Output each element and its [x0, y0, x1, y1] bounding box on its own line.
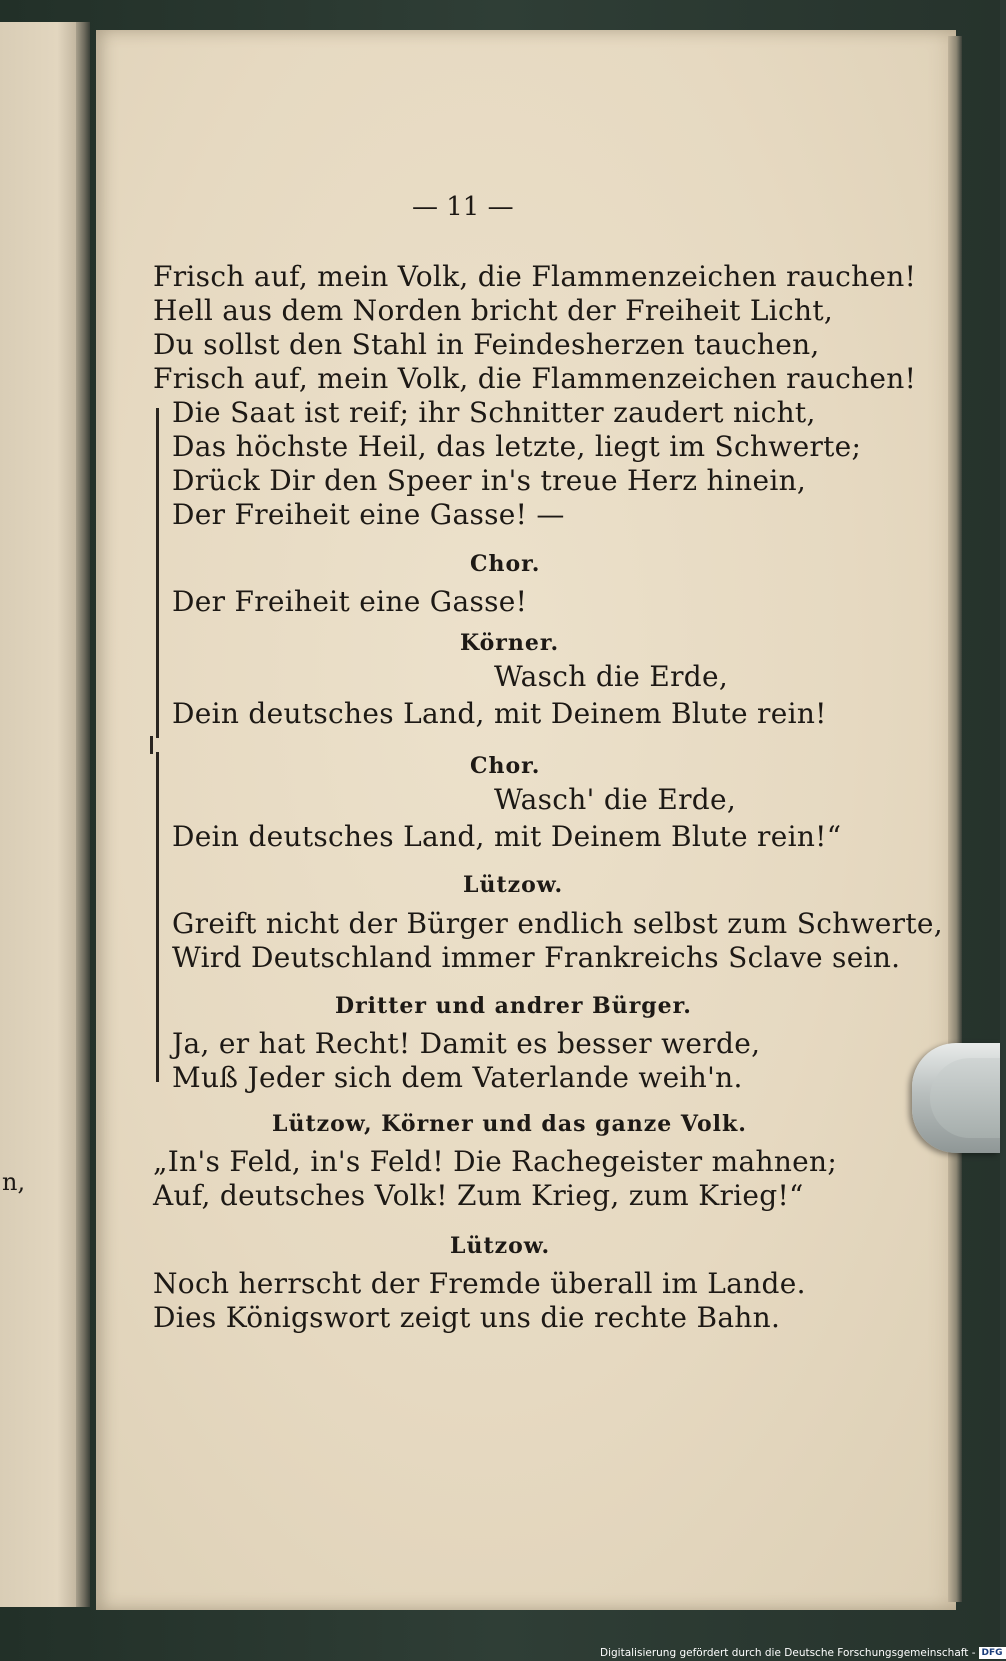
- dfg-logo: DFG: [979, 1647, 1006, 1659]
- speaker-label: Dritter und andrer Bürger.: [335, 993, 692, 1019]
- digitization-credit: [600, 1646, 1003, 1661]
- verse-line: Dein deutsches Land, mit Deinem Blute rein!“: [172, 820, 842, 853]
- verse-line: Der Freiheit eine Gasse!: [172, 585, 528, 618]
- speaker-label: Körner.: [460, 630, 560, 656]
- verse-line: Frisch auf, mein Volk, die Flammenzeichen rauchen!: [153, 260, 917, 293]
- speaker-label: Lützow.: [450, 1233, 551, 1259]
- bracket-hook: [150, 736, 159, 754]
- verse-line: Dein deutsches Land, mit Deinem Blute rein!: [172, 697, 827, 730]
- page-clip-inner: [930, 1058, 1000, 1138]
- book-gutter: [76, 22, 90, 1607]
- speaker-label: Lützow.: [463, 872, 564, 898]
- speaker-label: Chor.: [470, 551, 541, 577]
- margin-bracket: [156, 408, 159, 738]
- speaker-label: Chor.: [470, 753, 541, 779]
- page-number: — 11 —: [412, 192, 514, 222]
- verse-line: Das höchste Heil, das letzte, liegt im Schwerte;: [172, 430, 862, 463]
- verse-line: Muß Jeder sich dem Vaterlande weih'n.: [172, 1061, 743, 1094]
- speaker-label: Lützow, Körner und das ganze Volk.: [272, 1111, 747, 1137]
- verse-line: Drück Dir den Speer in's treue Herz hinein,: [172, 464, 807, 497]
- verse-line: Du sollst den Stahl in Feindesherzen tauchen,: [153, 328, 820, 361]
- left-page: [0, 22, 82, 1607]
- verse-line: Ja, er hat Recht! Damit es besser werde,: [172, 1027, 761, 1060]
- verse-line: Dies Königswort zeigt uns die rechte Bahn.: [153, 1301, 781, 1334]
- verse-line: Wird Deutschland immer Frankreichs Sclave sein.: [172, 941, 901, 974]
- margin-bracket: [156, 752, 159, 1082]
- verse-line: Noch herrscht der Fremde überall im Lande.: [153, 1267, 806, 1300]
- verse-line: Die Saat ist reif; ihr Schnitter zaudert nicht,: [172, 396, 816, 429]
- credit-text: Digitalisierung gefördert durch die Deutsche Forschungsgemeinschaft -: [600, 1647, 976, 1659]
- verse-line: Hell aus dem Norden bricht der Freiheit Licht,: [153, 294, 834, 327]
- left-page-fragment: n,: [2, 1168, 26, 1196]
- verse-line: Der Freiheit eine Gasse! —: [172, 498, 565, 531]
- verse-line: Greift nicht der Bürger endlich selbst zum Schwerte,: [172, 907, 943, 940]
- verse-line: Frisch auf, mein Volk, die Flammenzeichen rauchen!: [153, 362, 917, 395]
- verse-line: Wasch' die Erde,: [494, 783, 737, 816]
- page-edge: [948, 36, 962, 1602]
- verse-line: „In's Feld, in's Feld! Die Rachegeister mahnen;: [153, 1145, 838, 1178]
- verse-line: Auf, deutsches Volk! Zum Krieg, zum Krieg!“: [153, 1179, 804, 1212]
- verse-line: Wasch die Erde,: [494, 660, 729, 693]
